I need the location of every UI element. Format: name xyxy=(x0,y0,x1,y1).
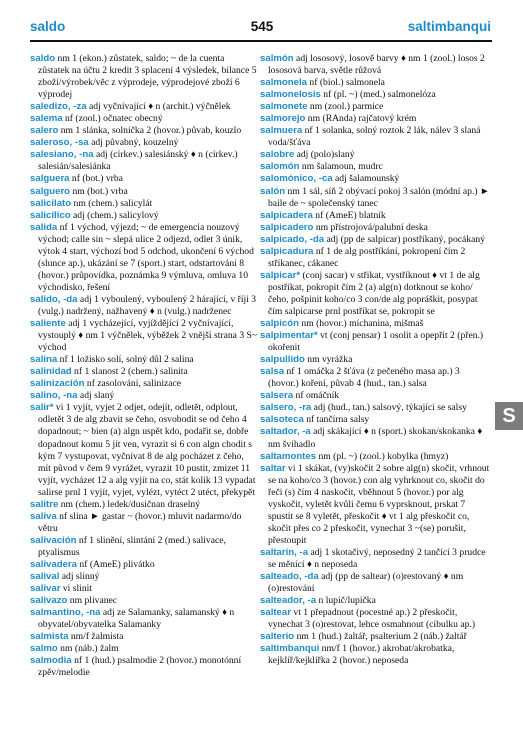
entry-definition: vt (conj pensar) 1 osolit a opepřit 2 (přen.) okořenit xyxy=(268,330,484,354)
entry-definition: adj slinný xyxy=(59,571,100,583)
entry-headword: salpicado, -da xyxy=(260,233,325,245)
entry-definition: adj (polo)slaný xyxy=(294,149,355,161)
page-header xyxy=(0,0,523,40)
dictionary-entry xyxy=(260,246,492,270)
entry-definition: nf 1 solanka, solný roztok 2 lák, nálev 3 slaná voda/šťáva xyxy=(268,125,481,149)
entry-headword: salinidad xyxy=(30,366,72,378)
entry-headword: salmo xyxy=(30,643,58,655)
entry-headword: salomón xyxy=(260,161,300,173)
entry-headword: salida xyxy=(30,221,58,233)
dictionary-entry xyxy=(260,631,492,643)
entry-headword: salido, -da xyxy=(30,293,78,305)
dictionary-entry xyxy=(260,571,492,595)
entry-headword: salobre xyxy=(260,149,295,161)
left-column xyxy=(30,53,258,679)
entry-headword: salomónico, -ca xyxy=(260,173,333,185)
entry-definition: nf 1 omáčka 2 šťáva (z pečeného masa ap.) 3 (hovor.) koření, půvab 4 (hud., tan.) salsa xyxy=(268,366,460,390)
entry-headword: salsa xyxy=(260,366,285,378)
entry-definition: adj půvabný, kouzelný xyxy=(88,137,179,149)
dictionary-entry xyxy=(30,137,258,149)
entry-definition: nm/f žalmista xyxy=(68,631,124,643)
entry-headword: salero xyxy=(30,125,59,137)
entry-headword: saledizo, -za xyxy=(30,101,87,113)
entry-headword: salinización xyxy=(30,378,85,390)
entry-headword: salguera xyxy=(30,173,70,185)
entry-headword: saltador, -a xyxy=(260,426,311,438)
entry-headword: salón xyxy=(260,185,286,197)
entry-headword: salpullido xyxy=(260,354,305,366)
entry-definition: adj ze Salamanky, salamanský ♦ n obyvatel/obyvatelka Salamanky xyxy=(38,607,235,631)
entry-headword: salteador, -a xyxy=(260,595,317,607)
entry-headword: salpimentar* xyxy=(260,330,318,342)
entry-definition: nf omáčník xyxy=(293,390,340,402)
entry-headword: salmonela xyxy=(260,77,308,89)
entry-headword: salesiano, -na xyxy=(30,149,94,161)
dictionary-entry xyxy=(30,390,258,402)
entry-definition: nm 1 slánka, solnička 2 (hovor.) půvab, kouzlo xyxy=(58,125,242,137)
entry-definition: nf 1 východ, výjezd; ~ de emergencia nouzový východ; calle sin ~ slepá ulice 2 odjezd, odlet 3 únik, výtok 4 start, výchozí bod 5 odchod, ukončení 6 východ (slunce ap.), ukázání se 7 (sport.) start, odstartování 8 (hovor.) průpovídka, poznámka 9 výmluva, omluva 10 východisko, řešení xyxy=(38,221,254,293)
dictionary-entry xyxy=(30,631,258,643)
dictionary-entry xyxy=(30,595,258,607)
entry-headword: salguero xyxy=(30,185,71,197)
dictionary-entry xyxy=(30,535,258,559)
entry-definition: nm šalamoun, mudrc xyxy=(299,161,383,173)
dictionary-entry xyxy=(30,173,258,185)
dictionary-entry xyxy=(30,222,258,294)
dictionary-entry xyxy=(30,294,258,318)
dictionary-entry xyxy=(260,414,492,426)
dictionary-entry xyxy=(260,402,492,414)
entry-headword: salitre xyxy=(30,498,59,510)
entry-headword: salina xyxy=(30,354,58,366)
entry-definition: nf (AmeE) blatník xyxy=(312,209,386,221)
entry-definition: vi 1 skákat, (vy)skočit 2 sobre alg(n) skočit, vrhnout se na koho/co 3 (hovor.) con alg vyhrknout co, skočit do řeči (s) čím 4 naskočit, vběhnout 5 (hovor.) por alg vyskočit, vyletět kvůli čemu 6 vyprsknout, prskat 7 spustit se 8 vyletět, přeskočit ♦ vt 1 alg přeskočit co, skočit přes co 2 přeskočit, vynechat 3 ~(se) porušit, přestoupit xyxy=(268,462,490,546)
dictionary-entry xyxy=(260,366,492,390)
dictionary-entry xyxy=(30,53,258,101)
entry-definition: nf 1 slinění, slintání 2 (med.) salivace, ptyalismus xyxy=(38,534,226,558)
dictionary-entry xyxy=(260,53,492,77)
entry-headword: salmón xyxy=(260,53,294,64)
dictionary-entry xyxy=(30,113,258,125)
entry-headword: saleroso, -sa xyxy=(30,137,89,149)
entry-definition: nf 1 slanost 2 (chem.) salinita xyxy=(71,366,188,378)
dictionary-entry xyxy=(30,125,258,137)
entry-definition: nm (hovor.) míchanina, mišmaš xyxy=(298,318,424,330)
entry-definition: nf 1 (hud.) psalmodie 2 (hovor.) monotónní zpěv/melodie xyxy=(38,655,242,679)
entry-headword: salpicón xyxy=(260,318,299,330)
entry-definition: adj slaný xyxy=(77,390,115,402)
entry-headword: salir* xyxy=(30,402,54,414)
entry-definition: nm (RAnda) rajčatový krém xyxy=(305,113,417,125)
entry-definition: nm 1 (ekon.) zůstatek, saldo; ~ de la cuenta zůstatek na účtu 2 kredit 3 splacení 4 výsledek, bilance 5 zboží/výrobek/věc z výprodeje, výprodejové zboží 6 výprodej xyxy=(38,53,257,101)
entry-definition: adj (pp de saltear) (o)restovaný ♦ nm (o)restování xyxy=(268,571,464,595)
entry-definition: nm (pl. ~) (zool.) kobylka (hmyz) xyxy=(316,450,449,462)
dictionary-entry xyxy=(260,89,492,101)
page-number: 545 xyxy=(250,19,274,34)
entry-headword: salsero, -ra xyxy=(260,402,312,414)
dictionary-entry xyxy=(260,149,492,161)
dictionary-entry xyxy=(260,595,492,607)
dictionary-entry xyxy=(260,354,492,366)
entry-headword: salivadera xyxy=(30,558,78,570)
dictionary-entry xyxy=(260,390,492,402)
left-guide-word: saldo xyxy=(30,19,66,34)
entry-headword: salival xyxy=(30,571,60,583)
dictionary-entry xyxy=(30,655,258,679)
entry-headword: saldo xyxy=(30,53,56,64)
entry-headword: salsera xyxy=(260,390,294,402)
dictionary-entry xyxy=(30,499,258,511)
entry-headword: salivazo xyxy=(30,595,68,607)
entry-headword: salpicadero xyxy=(260,221,314,233)
entry-headword: salsoteca xyxy=(260,414,304,426)
dictionary-entry xyxy=(30,511,258,535)
entry-headword: salivación xyxy=(30,534,77,546)
entry-definition: nf (biol.) salmonela xyxy=(307,77,385,89)
entry-definition: nm (chem.) salicylát xyxy=(71,197,153,209)
entry-definition: adj (pp de salpicar) postříkaný, pocákaný xyxy=(324,233,485,245)
entry-definition: nm 1 sál, síň 2 obývací pokoj 3 salón (módní ap.) ► baile de ~ společenský tanec xyxy=(268,185,490,209)
entry-headword: salmodia xyxy=(30,655,72,667)
dictionary-entry xyxy=(260,77,492,89)
entry-headword: salmonelosis xyxy=(260,89,321,101)
entry-headword: salema xyxy=(30,113,63,125)
entry-headword: salmonete xyxy=(260,101,308,113)
dictionary-entry xyxy=(260,330,492,354)
dictionary-entry xyxy=(260,463,492,547)
entry-headword: saltarín, -a xyxy=(260,546,309,558)
entry-definition: adj 1 skotačivý, neposedný 2 tančící 3 prudce se měnící ♦ n neposeda xyxy=(268,546,486,570)
entry-headword: saltar xyxy=(260,462,286,474)
entry-headword: saltimbanqui xyxy=(260,643,320,655)
entry-definition: nf (zool.) očnatec obecný xyxy=(62,113,163,125)
entry-definition: adj vyčnívající ♦ n (archit.) výčnělek xyxy=(86,101,231,113)
entry-definition: nm (bot.) vrba xyxy=(70,185,128,197)
dictionary-entry xyxy=(260,222,492,234)
entry-headword: salmantino, -na xyxy=(30,607,101,619)
entry-definition: nf (pl. ~) (med.) salmonelóza xyxy=(320,89,436,101)
dictionary-entry xyxy=(30,149,258,173)
entry-definition: n lupič/lupička xyxy=(316,595,376,607)
dictionary-entry xyxy=(260,125,492,149)
entry-definition: adj 1 vyboulený, vyboulený 2 hárající, v říji 3 (vulg.) nadržený, nažhavený ♦ n (vulg.) nadrženec xyxy=(38,293,257,317)
entry-definition: nf slina ► gastar ~ (hovor.) mluvit nadarmo/do větru xyxy=(38,510,242,534)
entry-definition: adj (hud., tan.) salsový, týkající se salsy xyxy=(311,402,467,414)
dictionary-entry xyxy=(30,210,258,222)
entry-definition: (conj sacar) v střikat, vystříknout ♦ vt 1 de alg postříkat, pokropit čím 2 (a) alg(n) dotknout se koho/čeho, pošpinit koho/co 3 con/de alg popráškit, posypat čím salpicarse prnl postříkat se, pokropit se xyxy=(268,269,480,317)
entry-headword: saliva xyxy=(30,510,57,522)
dictionary-entry xyxy=(30,186,258,198)
entry-definition: adj lososový, losově barvy ♦ nm 1 (zool.) losos 2 lososová barva, světle růžová xyxy=(268,53,485,77)
entry-definition: nf 1 ložisko solí, solný důl 2 salina xyxy=(57,354,194,366)
dictionary-entry xyxy=(30,559,258,571)
dictionary-entry xyxy=(30,571,258,583)
dictionary-entry xyxy=(260,318,492,330)
dictionary-entry xyxy=(30,643,258,655)
entry-definition: nm (zool.) parmice xyxy=(307,101,384,113)
dictionary-entry xyxy=(260,547,492,571)
thumb-index-letter: S xyxy=(502,405,516,427)
entry-headword: salmuera xyxy=(260,125,303,137)
entry-definition: nm plivanec xyxy=(67,595,118,607)
dictionary-entry xyxy=(260,161,492,173)
dictionary-entry xyxy=(30,354,258,366)
entry-definition: nm přístrojová/palubní deska xyxy=(313,221,428,233)
dictionary-entry xyxy=(260,426,492,450)
entry-definition: adj 1 vycházející, vyjíždějící 2 vyčnívající, vystouplý ♦ nm 1 výčnělek, výběžek 2 vnější strana 3 S~ východ xyxy=(38,318,258,354)
dictionary-entry xyxy=(260,173,492,185)
entry-definition: adj (chem.) salicylový xyxy=(70,209,159,221)
entry-definition: vi 1 vyjít, vyjet 2 odjet, odejít, odletět, odplout, odletět 3 de alg zbavit se čeho, osvobodit se od čeho 4 dopadnout; ~ bien (a) algn uspět kdo, podařit se, dobře dopadnout komu 5 jít ven, vyrazit si 6 con algn chodit s kým 7 vystupovat, vyčnívat 8 de alg pocházet z čeho, mít původ v čem 9 vyrážet, vyrazit 10 pustit, zmizet 11 vyjít, vycházet 12 a alg vyjít na co, stát kolik 13 vypadat salirse prnl 1 vyjít, vyjet, vylézt, vytéct 2 utéct, překypět xyxy=(38,402,256,498)
entry-headword: salpicadera xyxy=(260,209,313,221)
entry-headword: salterio xyxy=(260,631,295,643)
dictionary-entry xyxy=(260,643,492,667)
dictionary-entry xyxy=(30,198,258,210)
dictionary-entry xyxy=(260,113,492,125)
entry-headword: salicilato xyxy=(30,197,72,209)
dictionary-entry xyxy=(30,378,258,390)
entry-headword: salino, -na xyxy=(30,390,78,402)
entry-definition: vi slinit xyxy=(60,583,92,595)
entry-headword: saltear xyxy=(260,607,291,619)
entry-headword: salmista xyxy=(30,631,69,643)
header-rule xyxy=(30,40,492,42)
entry-headword: salteado, -da xyxy=(260,571,319,583)
dictionary-entry xyxy=(260,186,492,210)
entry-definition: nm/f 1 (hovor.) akrobat/akrobatka, kejklíř/kejklířka 2 (hovor.) neposeda xyxy=(268,643,455,667)
entry-headword: salmorejo xyxy=(260,113,306,125)
dictionary-entry xyxy=(30,402,258,498)
dictionary-entry xyxy=(260,270,492,318)
dictionary-entry xyxy=(260,101,492,113)
entry-headword: salpicar* xyxy=(260,269,301,281)
entry-definition: adj (církev.) salesiánský ♦ n (církev.) salesián/salesiánka xyxy=(38,149,238,173)
dictionary-entry xyxy=(30,101,258,113)
entry-definition: vt 1 přepadnout (pocestné ap.) 2 přeskočit, vynechat 3 (o)restovat, lehce osmahnout (cibulku ap.) xyxy=(268,607,476,631)
entry-definition: adj skákající ♦ n (sport.) skokan/skokanka ♦ nm švihadlo xyxy=(268,426,483,450)
dictionary-entry xyxy=(260,607,492,631)
entry-headword: salpicadura xyxy=(260,245,314,257)
entry-headword: salivar xyxy=(30,583,61,595)
entry-definition: nm (náb.) žalm xyxy=(57,643,119,655)
entry-definition: nf zasolování, salinizace xyxy=(84,378,182,390)
dictionary-entry xyxy=(30,366,258,378)
entry-headword: saliente xyxy=(30,318,66,330)
dictionary-entry xyxy=(260,234,492,246)
entry-headword: saltamontes xyxy=(260,450,317,462)
dictionary-entry xyxy=(260,210,492,222)
entry-definition: adj šalamounský xyxy=(332,173,400,185)
dictionary-entry xyxy=(30,607,258,631)
right-guide-word: saltimbanqui xyxy=(407,19,491,34)
dictionary-entry xyxy=(260,451,492,463)
entry-headword: salicílico xyxy=(30,209,71,221)
entry-definition: nm vyrážka xyxy=(304,354,353,366)
dictionary-entry xyxy=(30,583,258,595)
entry-definition: nm (chem.) ledek/dusičnan draselný xyxy=(58,498,201,510)
entry-definition: nf (bot.) vrba xyxy=(69,173,123,185)
dictionary-entry xyxy=(30,318,258,354)
entry-definition: nf 1 de alg postříkání, pokropení čím 2 stříkanec, cákanec xyxy=(268,245,466,269)
thumb-index-tab xyxy=(495,402,523,430)
entry-definition: nf (AmeE) plivátko xyxy=(77,558,155,570)
entry-definition: nf tančírna salsy xyxy=(303,414,370,426)
entry-definition: nm 1 (hud.) žaltář, psalterium 2 (náb.) žaltář xyxy=(294,631,467,643)
right-column xyxy=(260,53,492,667)
